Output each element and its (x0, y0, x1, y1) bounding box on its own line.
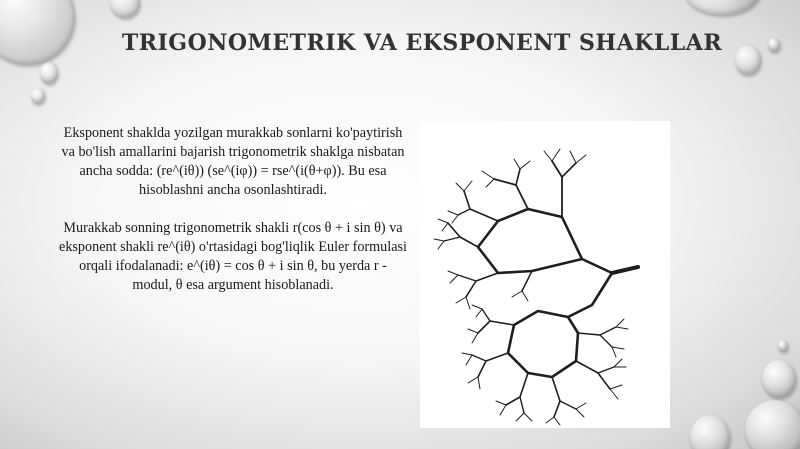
branching-tree-image (420, 121, 670, 428)
body-text (58, 124, 408, 295)
water-drop-decoration (685, 0, 760, 15)
paragraph-euler-formula: Murakkab sonning trigonometrik shakli r(cos θ + i sin θ) va eksponent shakli re^(iθ) o'rtasidagi bog'liqlik Euler formulasi orqali ifodalanadi: e^(iθ) = cos θ + i sin θ, bu yerda r - modul, θ esa argument hisoblanadi. (59, 220, 407, 293)
tree-diagram-figure (420, 121, 670, 428)
water-drop-decoration (110, 0, 140, 18)
water-drop-decoration (778, 340, 788, 352)
water-drop-decoration (690, 415, 730, 449)
water-drop-decoration (745, 400, 800, 449)
paragraph-exponent-multiplication: Eksponent shaklda yozilgan murakkab sonlarni ko'paytirish va bo'lish amallarini bajarish trigonometrik shaklga nisbatan ancha sodda: (re^(iθ)) (se^(iφ)) = rse^(i(θ+φ)). Bu esa hisoblashni ancha osonlashtiradi. (61, 125, 405, 198)
water-drop-decoration (762, 360, 796, 398)
water-drop-decoration (31, 88, 45, 104)
slide-title: TRIGONOMETRIK VA EKSPONENT SHAKLLAR (121, 30, 723, 56)
water-drop-decoration (40, 62, 58, 84)
